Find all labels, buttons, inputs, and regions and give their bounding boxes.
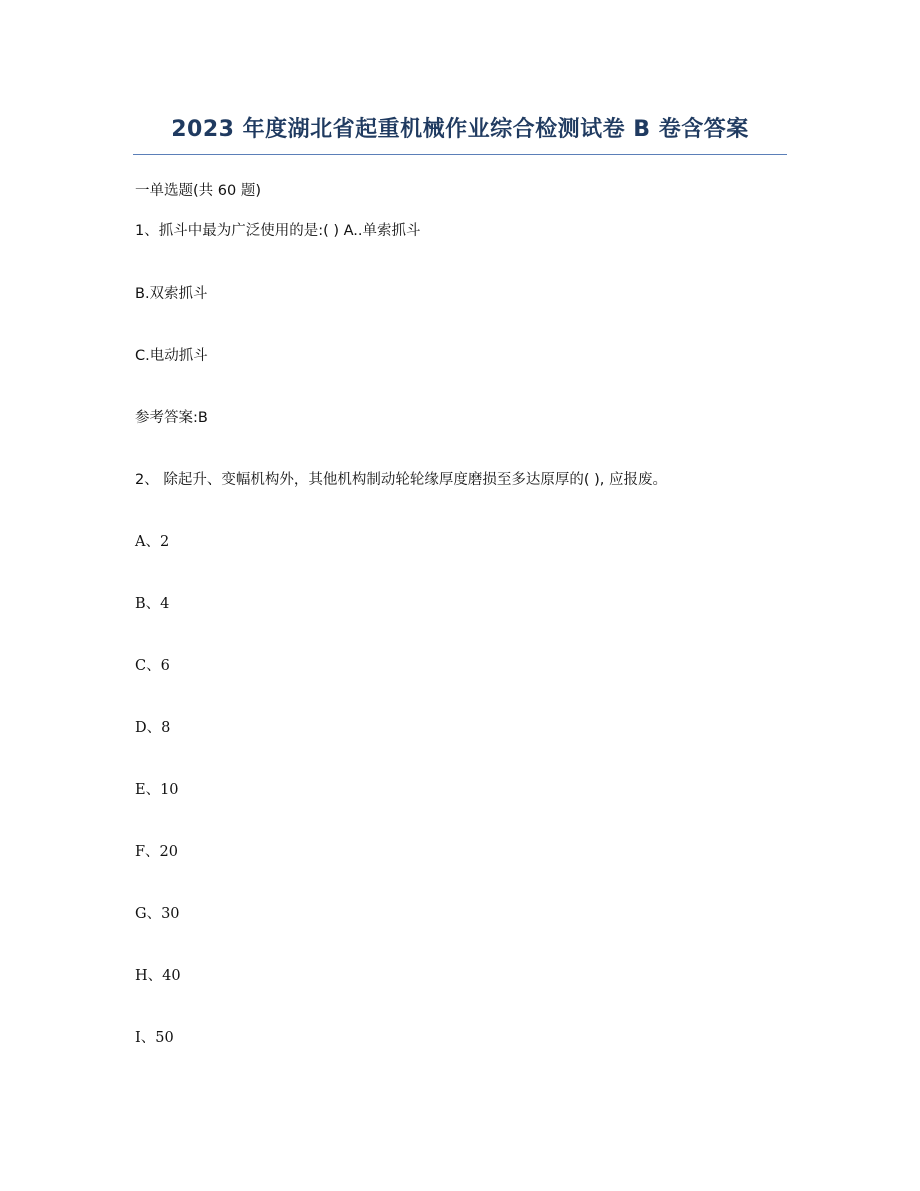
question-2-option-e: E、10 — [135, 782, 179, 798]
title-divider — [133, 154, 787, 155]
document-title: 2023 年度湖北省起重机械作业综合检测试卷 B 卷含答案 — [171, 117, 749, 142]
question-2-stem: 2、 除起升、变幅机构外，其他机构制动轮轮缘厚度磨损至多达原厚的( ), 应报废。 — [135, 472, 667, 488]
question-1-answer: 参考答案:B — [135, 410, 208, 426]
question-1-option-c: C.电动抓斗 — [135, 348, 208, 364]
question-1-option-b: B.双索抓斗 — [135, 286, 208, 302]
question-2-option-d: D、8 — [135, 720, 171, 736]
question-2-option-g: G、30 — [135, 906, 180, 922]
section-heading: 一单选题(共 60 题) — [135, 183, 261, 199]
question-1-stem: 1、抓斗中最为广泛使用的是:( ) A..单索抓斗 — [135, 223, 421, 239]
question-2-option-a: A、2 — [135, 534, 170, 550]
question-2-option-b: B、4 — [135, 596, 170, 612]
question-2-option-i: I、50 — [135, 1030, 174, 1046]
question-2-option-f: F、20 — [135, 844, 179, 860]
question-2-option-c: C、6 — [135, 658, 170, 674]
question-2-option-h: H、40 — [135, 968, 181, 984]
